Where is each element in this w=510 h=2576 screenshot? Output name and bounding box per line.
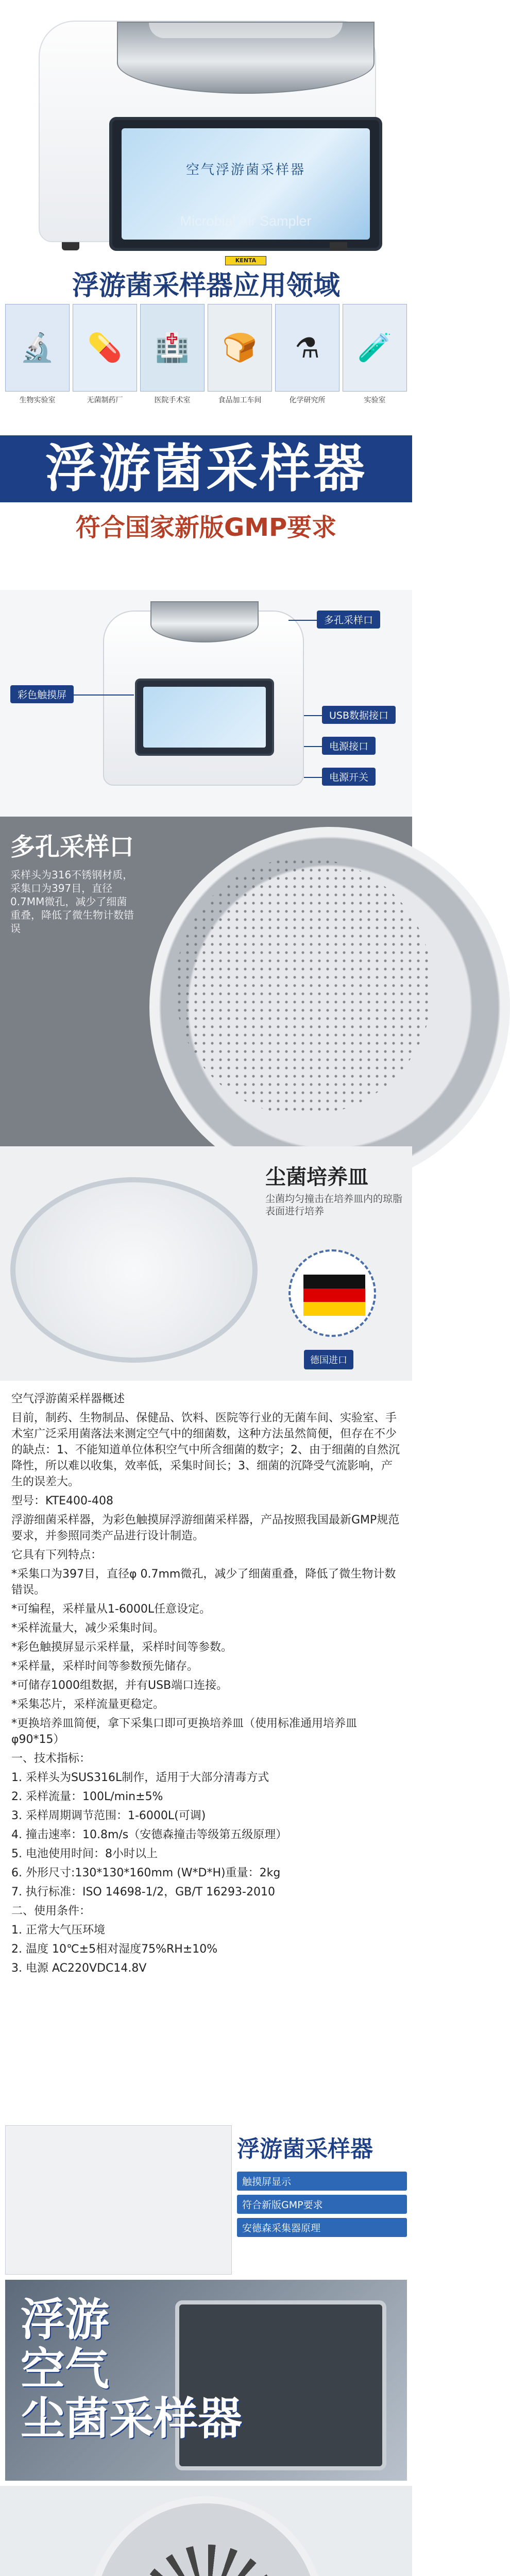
germany-flag-icon [303, 1275, 365, 1316]
application-item [140, 304, 205, 405]
spec-line: 5. 电池使用时间：8小时以上 [11, 1848, 158, 1860]
features-list [237, 2172, 407, 2241]
port-section [0, 817, 412, 1146]
application-label: 无菌制药厂 [87, 396, 123, 404]
pill-icon: 💊 [73, 304, 137, 392]
application-item [5, 304, 70, 405]
model-number: 型号：KTE400-408 [11, 1495, 113, 1507]
gmp-subtitle: 符合国家新版GMP要求 [75, 513, 337, 542]
condition-line: 1. 正常大气压环境 [11, 1924, 105, 1937]
floating-title: 浮游 空气 尘菌采样器 [21, 2294, 242, 2445]
port-title: 多孔采样口 [10, 833, 134, 861]
intro-paragraph: 目前，制药、生物制品、保健品、饮料、医院等行业的无菌车间、实验室、手术室广泛采用菌落法来测定空气中的细菌数，这种方法虽然简便，但存在不少的缺点：1、不能知道单位体积空气中所含细菌的数字；2、由于细菌的自然沉降性，所以难以收集，效率低，采集时间长；3、细菌的沉降受气流影响，产生的误差大。 [11, 1412, 400, 1488]
condition-heading: 二、使用条件： [11, 1905, 91, 1918]
application-item [275, 304, 339, 405]
callout-section [0, 590, 412, 817]
features-title: 浮游菌采样器 [237, 2136, 373, 2162]
test-tube-icon: 🧪 [343, 304, 407, 392]
application-title: 浮游菌采样器应用领域 [72, 270, 340, 301]
product-title: 浮游菌采样器 [0, 435, 412, 502]
microscope-icon: 🔬 [5, 304, 70, 392]
features-section [0, 2120, 412, 2486]
screen-title: 空气浮游菌采样器 [185, 162, 305, 178]
application-list [5, 304, 407, 405]
intro-paragraph: 浮游细菌采样器，为彩色触摸屏浮游细菌采样器，产品按照我国最新GMP规范要求，并参照同类产品进行设计制造。 [11, 1514, 400, 1543]
food-icon: 🍞 [208, 304, 272, 392]
touch-screen [109, 117, 382, 251]
spec-line: 3. 采样周期调节范围：1-6000L(可调) [11, 1809, 206, 1822]
callout-sampling-port: 多孔采样口 [317, 611, 380, 629]
petri-dish-photo [10, 1177, 258, 1363]
condition-line: 3. 电源 AC220VDC14.8V [11, 1962, 147, 1975]
device-illustration [103, 611, 304, 786]
feature-line: *采集口为397目，直径φ 0.7mm微孔，减少了细菌重叠，降低了微生物计数错误。 [11, 1568, 396, 1597]
callout-usb-port: USB数据接口 [322, 706, 396, 724]
spec-line: 2. 采样流量：100L/min±5% [11, 1790, 163, 1803]
feature-line: *可编程，采样量从1-6000L任意设定。 [11, 1603, 211, 1616]
feature-line: *采样流量大，减少采集时间。 [11, 1622, 165, 1635]
sampling-head [117, 22, 375, 94]
application-label: 化学研究所 [289, 396, 326, 404]
brand-label: KENTA [225, 256, 266, 265]
micro-holes [175, 858, 433, 1115]
application-label: 医院手术室 [154, 396, 191, 404]
dish-title: 尘菌培养皿 [265, 1165, 368, 1189]
hero-section [0, 0, 412, 264]
spec-line: 7. 执行标准：ISO 14698-1/2，GB/T 16293-2010 [11, 1886, 275, 1899]
application-section [0, 258, 412, 420]
port-description: 采样头为316不锈钢材质，采集口为397目，直径0.7MM微孔，减少了细菌重叠，降低了微生物计数错误 [10, 869, 134, 935]
intro-heading: 空气浮游菌采样器概述 [11, 1393, 125, 1405]
sampling-head [150, 601, 259, 642]
feature-line: *采集芯片，采样流量更稳定。 [11, 1698, 165, 1711]
device-photo [5, 2125, 232, 2275]
import-badge: 德国进口 [304, 1350, 353, 1369]
callout-power-port: 电源接口 [322, 737, 376, 755]
feature-heading: 它具有下列特点： [11, 1549, 103, 1562]
device-foot [62, 242, 79, 250]
feature-item: 触摸屏显示 [237, 2172, 407, 2191]
callout-touch-screen: 彩色触摸屏 [10, 685, 74, 703]
dish-section [0, 1146, 412, 1381]
touch-screen [135, 679, 274, 756]
device-foot [330, 242, 347, 250]
carry-case-photo [5, 2280, 407, 2481]
spec-line: 1. 采样头为SUS316L制作，适用于大部分清毒方式 [11, 1771, 269, 1784]
application-item [343, 304, 407, 405]
device-body [39, 21, 376, 264]
title-band [0, 420, 412, 590]
dish-description: 尘菌均匀撞击在培养皿内的琼脂表面进行培养 [265, 1193, 403, 1217]
flask-icon: ⚗ [275, 304, 339, 392]
callout-power-switch: 电源开关 [322, 768, 376, 786]
hospital-icon: 🏥 [140, 304, 205, 392]
application-label: 实验室 [364, 396, 386, 404]
pump-port-photo [88, 2496, 325, 2576]
application-label: 食品加工车间 [218, 396, 262, 404]
application-label: 生物实验室 [19, 396, 56, 404]
application-item [208, 304, 272, 405]
vent-icon [136, 2545, 280, 2576]
feature-line: *可储存1000组数据，并有USB端口连接。 [11, 1679, 228, 1692]
spec-heading: 一、技术指标： [11, 1752, 91, 1765]
pump-section [0, 2486, 412, 2576]
screen-subtitle: Microbial Air Sampler [180, 213, 312, 229]
spec-line: 6. 外形尺寸:130*130*160mm (W*D*H)重量：2kg [11, 1867, 281, 1879]
application-item [73, 304, 137, 405]
feature-line: *彩色触摸屏显示采样量，采样时间等参数。 [11, 1641, 233, 1654]
condition-line: 2. 温度 10℃±5相对湿度75%RH±10% [11, 1943, 218, 1956]
feature-item: 安德森采集器原理 [237, 2218, 407, 2237]
spec-line: 4. 撞击速率：10.8m/s（安德森撞击等级第五级原理） [11, 1828, 287, 1841]
intro-section [0, 1381, 412, 2120]
germany-seal-icon [288, 1249, 376, 1337]
feature-item: 符合新版GMP要求 [237, 2195, 407, 2214]
feature-line: *更换培养皿简便，拿下采集口即可更换培养皿（使用标准通用培养皿φ90*15） [11, 1717, 358, 1746]
feature-line: *采样量，采样时间等参数预先储存。 [11, 1660, 199, 1673]
